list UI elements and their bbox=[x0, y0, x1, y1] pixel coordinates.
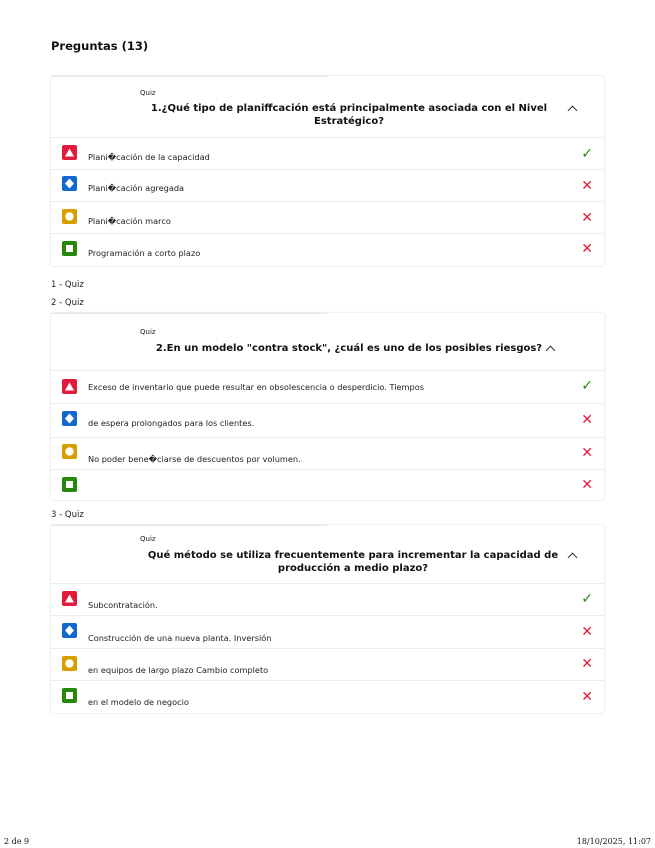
answer-row bbox=[51, 615, 604, 649]
triangle-icon bbox=[62, 145, 77, 160]
check-icon: ✓ bbox=[581, 591, 593, 607]
page-heading: Preguntas (13) bbox=[51, 39, 149, 53]
answer-text: Plani�cación de la capacidad bbox=[88, 152, 210, 162]
page-number: 2 de 9 bbox=[4, 837, 30, 846]
cross-icon: ✕ bbox=[581, 412, 593, 428]
diamond-icon bbox=[62, 411, 77, 426]
answer-text: Programación a corto plazo bbox=[88, 248, 201, 258]
circle-icon bbox=[62, 444, 77, 459]
answer-row bbox=[51, 403, 604, 438]
answer-text: en equipos de largo plazo Cambio completo bbox=[88, 665, 269, 675]
answer-text: Construcción de una nueva planta. Inversión bbox=[88, 633, 272, 643]
quiz-label: Quiz bbox=[140, 328, 156, 336]
card-top-divider bbox=[51, 313, 327, 314]
answer-row bbox=[51, 583, 604, 616]
check-icon: ✓ bbox=[581, 146, 593, 162]
question-card-2 bbox=[51, 313, 604, 500]
quiz-separator: 2 - Quiz bbox=[51, 298, 84, 308]
triangle-icon bbox=[62, 379, 77, 394]
diamond-icon bbox=[62, 176, 77, 191]
cross-icon: ✕ bbox=[581, 178, 593, 194]
cross-icon: ✕ bbox=[581, 477, 593, 493]
card-top-divider bbox=[51, 76, 327, 77]
question-text: Qué método se utiliza frecuentemente para incrementar la capacidad de producción a medio plazo? bbox=[147, 550, 559, 574]
question-card-1 bbox=[51, 76, 604, 266]
quiz-separator: 3 - Quiz bbox=[51, 510, 84, 520]
cross-icon: ✕ bbox=[581, 624, 593, 640]
quiz-label: Quiz bbox=[140, 89, 156, 97]
circle-icon bbox=[62, 656, 77, 671]
chevron-up-icon[interactable] bbox=[568, 553, 578, 563]
answer-text: Plani�cación marco bbox=[88, 216, 171, 226]
circle-icon bbox=[62, 209, 77, 224]
answer-text: en el modelo de negocio bbox=[88, 697, 189, 707]
cross-icon: ✕ bbox=[581, 656, 593, 672]
answer-row bbox=[51, 469, 604, 501]
check-icon: ✓ bbox=[581, 378, 593, 394]
diamond-icon bbox=[62, 623, 77, 638]
answer-text: de espera prolongados para los clientes. bbox=[88, 418, 255, 428]
question-text: 1.¿Qué tipo de planiffcación está principalmente asociada con el Nivel Estratégico? bbox=[150, 103, 548, 127]
answer-text: Exceso de inventario que puede resultar en obsolescencia o desperdicio. Tiempos bbox=[88, 382, 424, 392]
answer-row bbox=[51, 648, 604, 681]
square-icon bbox=[62, 241, 77, 256]
triangle-icon bbox=[62, 591, 77, 606]
answer-row bbox=[51, 137, 604, 170]
answer-row bbox=[51, 201, 604, 234]
question-card-3 bbox=[51, 525, 604, 713]
answer-row bbox=[51, 370, 604, 404]
answer-text: No poder bene�ciarse de descuentos por volumen. bbox=[88, 454, 301, 464]
answer-row bbox=[51, 437, 604, 470]
question-text: 2.En un modelo "contra stock", ¿cuál es uno de los posibles riesgos? bbox=[155, 343, 543, 354]
quiz-separator: 1 - Quiz bbox=[51, 280, 84, 290]
card-top-divider bbox=[51, 525, 327, 526]
answer-text: Subcontratación. bbox=[88, 600, 158, 610]
print-datetime: 18/10/2025, 11:07 bbox=[576, 837, 651, 846]
cross-icon: ✕ bbox=[581, 689, 593, 705]
chevron-up-icon[interactable] bbox=[568, 106, 578, 116]
answer-row bbox=[51, 169, 604, 202]
answer-text: Plani�cación agregada bbox=[88, 183, 185, 193]
cross-icon: ✕ bbox=[581, 210, 593, 226]
cross-icon: ✕ bbox=[581, 241, 593, 257]
square-icon bbox=[62, 688, 77, 703]
answer-row bbox=[51, 680, 604, 714]
answer-row bbox=[51, 233, 604, 267]
quiz-label: Quiz bbox=[140, 535, 156, 543]
cross-icon: ✕ bbox=[581, 445, 593, 461]
square-icon bbox=[62, 477, 77, 492]
